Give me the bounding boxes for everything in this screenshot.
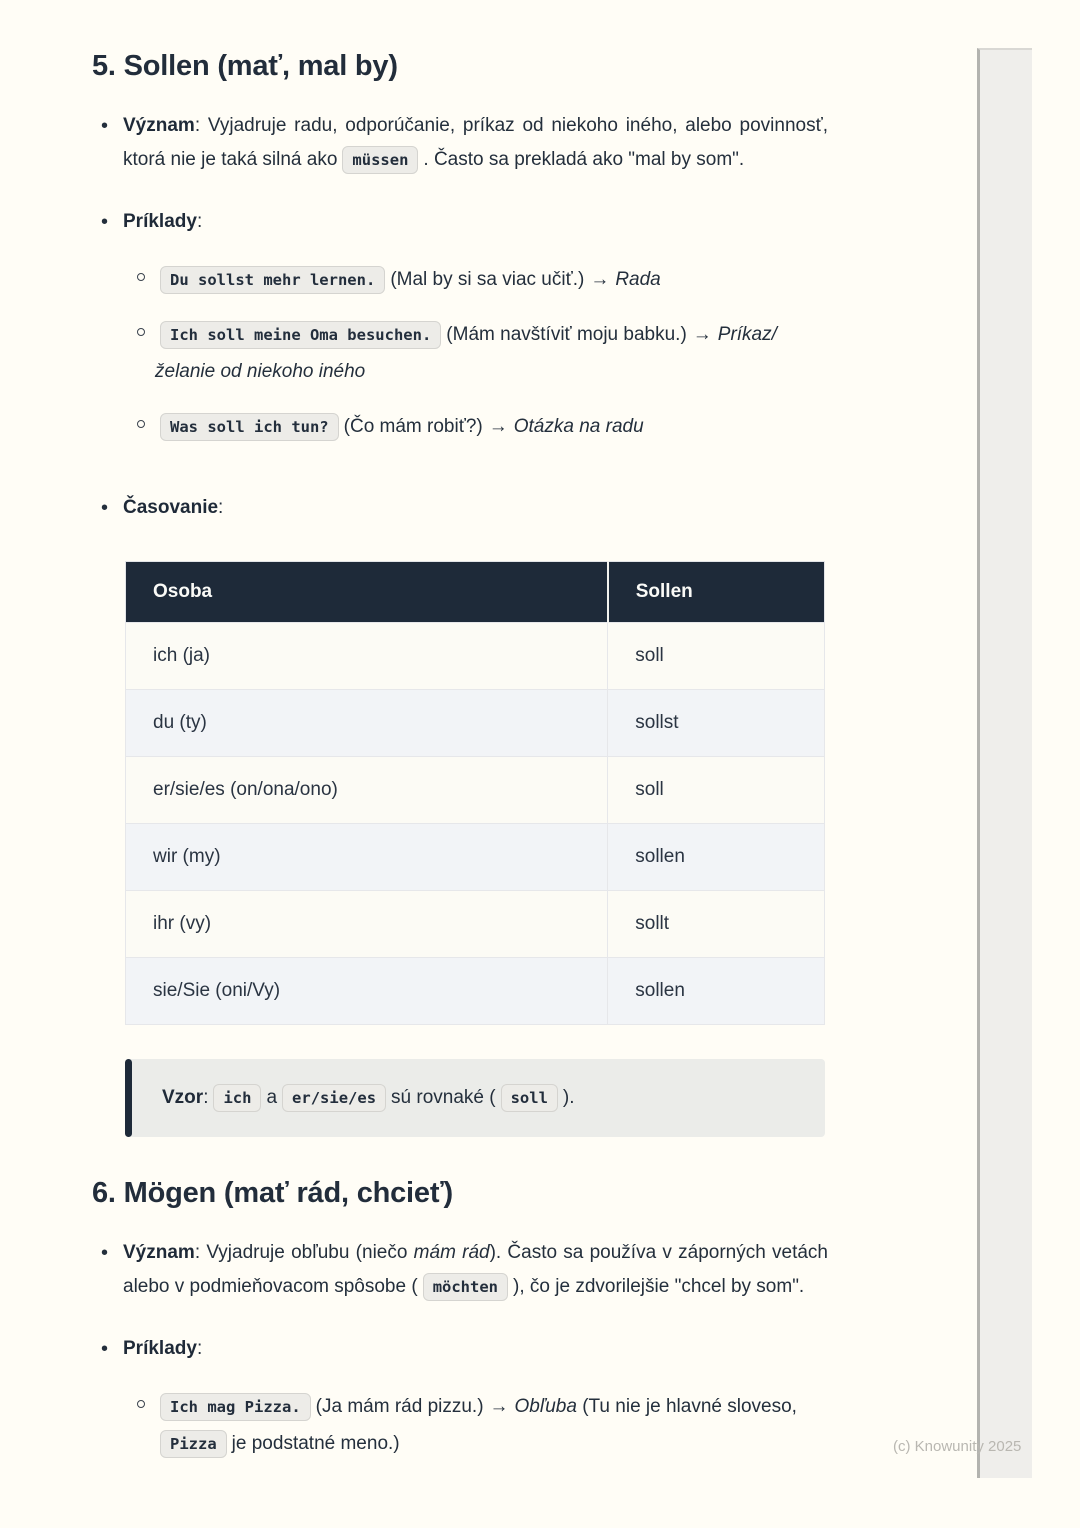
example-item — [137, 1388, 828, 1462]
examples-block-5 — [123, 205, 828, 463]
example-note: Otázka na radu — [513, 416, 644, 437]
callout-accent-bar — [125, 1059, 132, 1137]
inline-code-ersiees: er/sie/es — [282, 1084, 386, 1112]
bullet-icon: • — [101, 1338, 109, 1360]
bullet-icon: • — [101, 497, 109, 519]
example-item — [137, 316, 828, 390]
table-header-osoba: Osoba — [126, 562, 608, 623]
circle-icon — [137, 1388, 155, 1462]
inline-code-example: Was soll ich tun? — [160, 413, 339, 441]
example-note: Rada — [615, 269, 661, 290]
arrow-icon: → — [590, 269, 610, 290]
meaning-label: Význam — [123, 1242, 195, 1263]
inline-code-example: Du sollst mehr lernen. — [160, 266, 385, 294]
callout-text-part: ). — [562, 1087, 575, 1108]
examples-item-5 — [92, 205, 828, 463]
inline-code-example: Ich soll meine Oma besuchen. — [160, 321, 441, 349]
inline-code-soll: soll — [501, 1084, 558, 1112]
table-row — [126, 623, 825, 690]
meaning-text-part: ), čo je zdvorilejšie "chcel by som". — [513, 1276, 805, 1297]
arrow-icon: → — [692, 324, 712, 345]
examples-label: Príklady — [123, 1338, 197, 1359]
colon-text: : — [196, 1338, 203, 1359]
circle-icon — [137, 261, 155, 298]
meaning-item-6 — [92, 1236, 828, 1304]
inline-code-muessen: müssen — [342, 146, 418, 174]
conjugation-block — [123, 491, 828, 525]
examples-sublist-5 — [137, 261, 828, 445]
inline-code-moechten: möchten — [423, 1273, 508, 1301]
example-text-part: je podstatné meno.) — [231, 1433, 400, 1454]
cell-form: soll — [608, 757, 825, 824]
example-note: Príkaz/želanie od niekoho iného — [155, 324, 777, 382]
example-text — [155, 1388, 828, 1462]
cell-person: sie/Sie (oni/Vy) — [126, 958, 608, 1025]
table-row — [126, 958, 825, 1025]
section5-heading: 5. Sollen (mať, mal by) — [92, 50, 398, 82]
inline-code-pizza: Pizza — [160, 1430, 227, 1458]
table-header-row — [126, 562, 825, 623]
colon-text: : — [196, 211, 203, 232]
example-translation: (Čo mám robiť?) — [343, 416, 483, 437]
document-page — [92, 50, 828, 1508]
table-row — [126, 757, 825, 824]
colon-text: : — [218, 497, 224, 518]
inline-code-ich: ich — [213, 1084, 261, 1112]
cell-form: sollt — [608, 891, 825, 958]
arrow-icon: → — [489, 1396, 509, 1417]
bullet-icon: • — [101, 1242, 109, 1264]
examples-item-6 — [92, 1332, 828, 1480]
meaning-text-part: Vyjadruje obľubu (niečo — [200, 1242, 414, 1263]
cell-person: du (ty) — [126, 690, 608, 757]
meaning-text-5 — [123, 109, 828, 177]
colon-text: : — [194, 1242, 201, 1263]
example-note: Obľuba — [514, 1396, 577, 1417]
example-text-part: (Tu nie je hlavné sloveso, — [576, 1396, 797, 1417]
bullet-icon: • — [101, 211, 109, 233]
meaning-label: Význam — [123, 115, 195, 136]
meaning-text-part: . Často sa prekladá ako "mal by som". — [423, 149, 745, 170]
inline-code-example: Ich mag Pizza. — [160, 1393, 311, 1421]
callout-text-part: sú rovnaké ( — [391, 1087, 496, 1108]
example-item — [137, 408, 828, 445]
callout-text-part: a — [266, 1087, 278, 1108]
bullet-icon: • — [101, 115, 109, 137]
example-text — [155, 408, 828, 445]
cell-form: soll — [608, 623, 825, 690]
colon-text: : — [194, 115, 201, 136]
meaning-text-part: ). Často sa používa v záporných vetách alebo v podmieňovacom spôsobe ( — [123, 1242, 828, 1297]
example-translation: (Mal by si sa viac učiť.) — [390, 269, 585, 290]
cell-person: er/sie/es (on/ona/ono) — [126, 757, 608, 824]
conjugation-item-5 — [92, 491, 828, 525]
examples-sublist-6 — [137, 1388, 828, 1462]
cell-person: wir (my) — [126, 824, 608, 891]
cell-form: sollen — [608, 958, 825, 1025]
example-translation: (Ja mám rád pizzu.) — [315, 1396, 484, 1417]
conjugation-table — [125, 561, 825, 1025]
meaning-text-part: Vyjadruje radu, odporúčanie, príkaz od niekoho iného, alebo povinnosť, ktorá nie je taká silná ako — [123, 115, 828, 170]
arrow-icon: → — [488, 416, 508, 437]
example-translation: (Mám navštíviť moju babku.) — [446, 324, 687, 345]
pattern-callout — [125, 1059, 825, 1137]
example-text — [155, 316, 828, 390]
meaning-text-6 — [123, 1236, 828, 1304]
circle-icon — [137, 316, 155, 390]
page-edge-strip — [977, 48, 1032, 1478]
colon-text: : — [203, 1087, 209, 1108]
meaning-italic: mám rád — [413, 1242, 490, 1263]
section6-heading: 6. Mögen (mať rád, chcieť) — [92, 1177, 453, 1209]
meaning-item-5 — [92, 109, 828, 177]
table-row — [126, 690, 825, 757]
cell-form: sollst — [608, 690, 825, 757]
callout-label: Vzor — [162, 1087, 204, 1108]
watermark: (c) Knowunity 2025 — [893, 1438, 1022, 1455]
circle-icon — [137, 408, 155, 445]
conjugation-label: Časovanie — [123, 497, 219, 518]
cell-form: sollen — [608, 824, 825, 891]
examples-label: Príklady — [123, 211, 197, 232]
examples-block-6 — [123, 1332, 828, 1480]
cell-person: ihr (vy) — [126, 891, 608, 958]
cell-person: ich (ja) — [126, 623, 608, 690]
example-text — [155, 261, 828, 298]
table-row — [126, 824, 825, 891]
example-item — [137, 261, 828, 298]
table-row — [126, 891, 825, 958]
table-header-sollen: Sollen — [608, 562, 825, 623]
